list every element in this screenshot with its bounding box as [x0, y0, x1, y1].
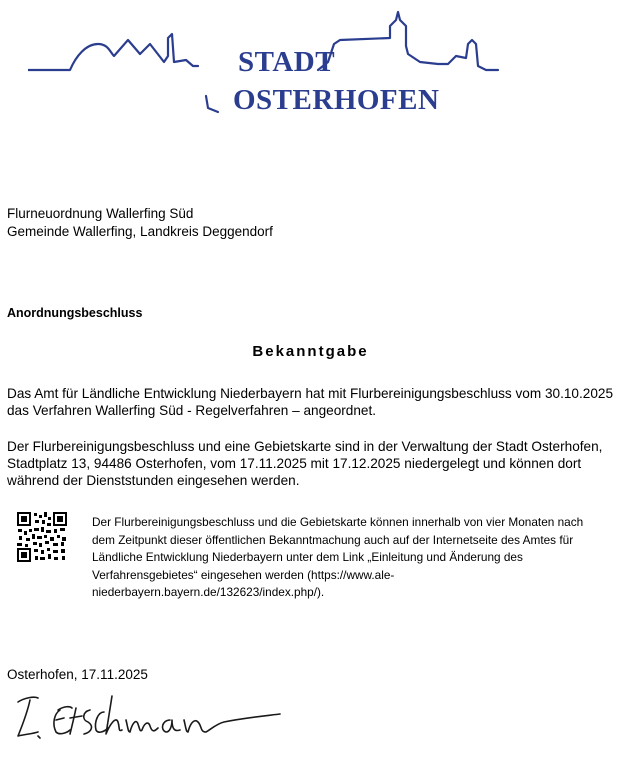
paragraph-order: Das Amt für Ländliche Entwicklung Niederbayern hat mit Flurbereinigungsbeschluss vom 30.10.2025 das Verfahren Wallerfing Süd - Regelverfahren – angeordnet. [7, 386, 614, 418]
address-block [7, 205, 273, 241]
address-line-1: Flurneuordnung Wallerfing Süd [7, 206, 194, 221]
section-heading: Anordnungsbeschluss [7, 306, 143, 320]
document-title: Bekanntgabe [252, 343, 369, 360]
handwritten-signature [12, 680, 282, 750]
logo-line-osterhofen: OSTERHOFEN [233, 84, 440, 116]
qr-note-text: Der Flurbereinigungsbeschluss und die Gebietskarte können innerhalb von vier Monaten nach dem Zeitpunkt dieser öffentlichen Bekanntmachung auch auf der Internetseite des Amtes für Ländliche Entwicklung Niederbayern unter dem Link „Einleitung und Änderung des Verfahrensgebietes“ eingesehen werden (https://www.ale-niederbayern.bayern.de/132623/index.php/). [92, 515, 584, 599]
place-and-date: Osterhofen, 17.11.2025 [7, 667, 148, 682]
city-logo [28, 4, 548, 122]
qr-code-icon[interactable] [17, 512, 67, 562]
logo-line-stadt: STADT [238, 46, 336, 78]
paragraph-inspection: Der Flurbereinigungsbeschluss und eine Gebietskarte sind in der Verwaltung der Stadt Osterhofen, Stadtplatz 13, 94486 Osterhofen, vom 17.11.2025 mit 17.12.2025 niedergelegt und können dort während der Dienststunden eingesehen werden. [7, 439, 603, 488]
address-line-2: Gemeinde Wallerfing, Landkreis Deggendorf [7, 224, 273, 239]
